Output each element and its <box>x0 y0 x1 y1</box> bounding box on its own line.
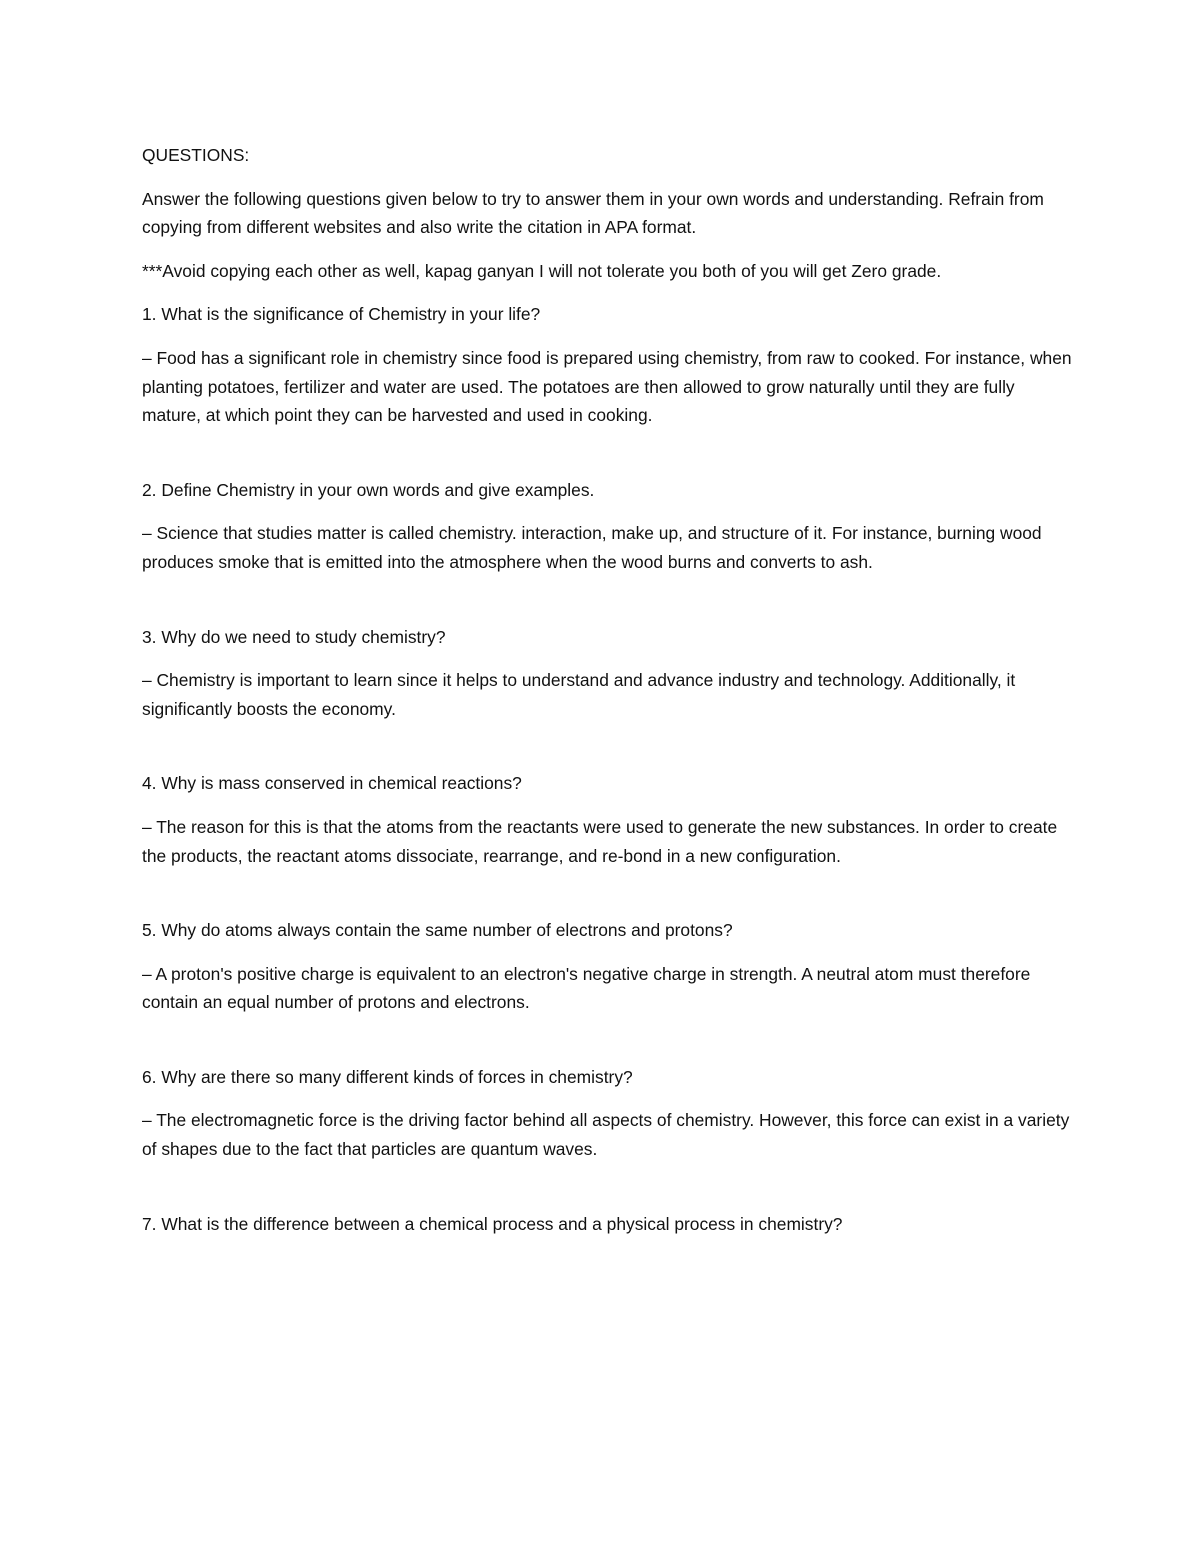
answer-1: – Food has a significant role in chemistry since food is prepared using chemistry, from raw to cooked. For instance, when planting potatoes, fertilizer and water are used. The potatoes are then allowed to grow naturally until they are fully mature, at which point they can be harvested and used in cooking. <box>142 347 1072 426</box>
warning-text: ***Avoid copying each other as well, kapag ganyan I will not tolerate you both of you will get Zero grade. <box>142 260 942 281</box>
question-7: 7. What is the difference between a chemical process and a physical process in chemistry? <box>142 1213 843 1234</box>
answer-3: – Chemistry is important to learn since it helps to understand and advance industry and technology. Additionally, it significantly boosts the economy. <box>142 670 1016 719</box>
question-3: 3. Why do we need to study chemistry? <box>142 626 446 647</box>
question-5: 5. Why do atoms always contain the same number of electrons and protons? <box>142 920 733 941</box>
question-1: 1. What is the significance of Chemistry in your life? <box>142 304 541 325</box>
document-title: QUESTIONS: <box>142 145 250 165</box>
question-4: 4. Why is mass conserved in chemical reactions? <box>142 773 522 794</box>
answer-5: – A proton's positive charge is equivalent to an electron's negative charge in strength. A neutral atom must therefore contain an equal number of protons and electrons. <box>142 963 1031 1013</box>
document-body <box>142 141 1072 1253</box>
answer-4: – The reason for this is that the atoms from the reactants were used to generate the new substances. In order to create the products, the reactant atoms dissociate, rearrange, and re-bond in a new configuration. <box>142 816 1058 866</box>
answer-6: – The electromagnetic force is the driving factor behind all aspects of chemistry. However, this force can exist in a variety of shapes due to the fact that particles are quantum waves. <box>142 1110 1070 1160</box>
question-6: 6. Why are there so many different kinds of forces in chemistry? <box>142 1066 633 1087</box>
answer-2: – Science that studies matter is called chemistry. interaction, make up, and structure of it. For instance, burning wood produces smoke that is emitted into the atmosphere when the wood burns and converts to ash. <box>142 523 1042 572</box>
question-2: 2. Define Chemistry in your own words and give examples. <box>142 479 595 500</box>
instructions-text: Answer the following questions given below to try to answer them in your own words and understanding. Refrain from copying from different websites and also write the citation in APA format. <box>142 188 1044 238</box>
